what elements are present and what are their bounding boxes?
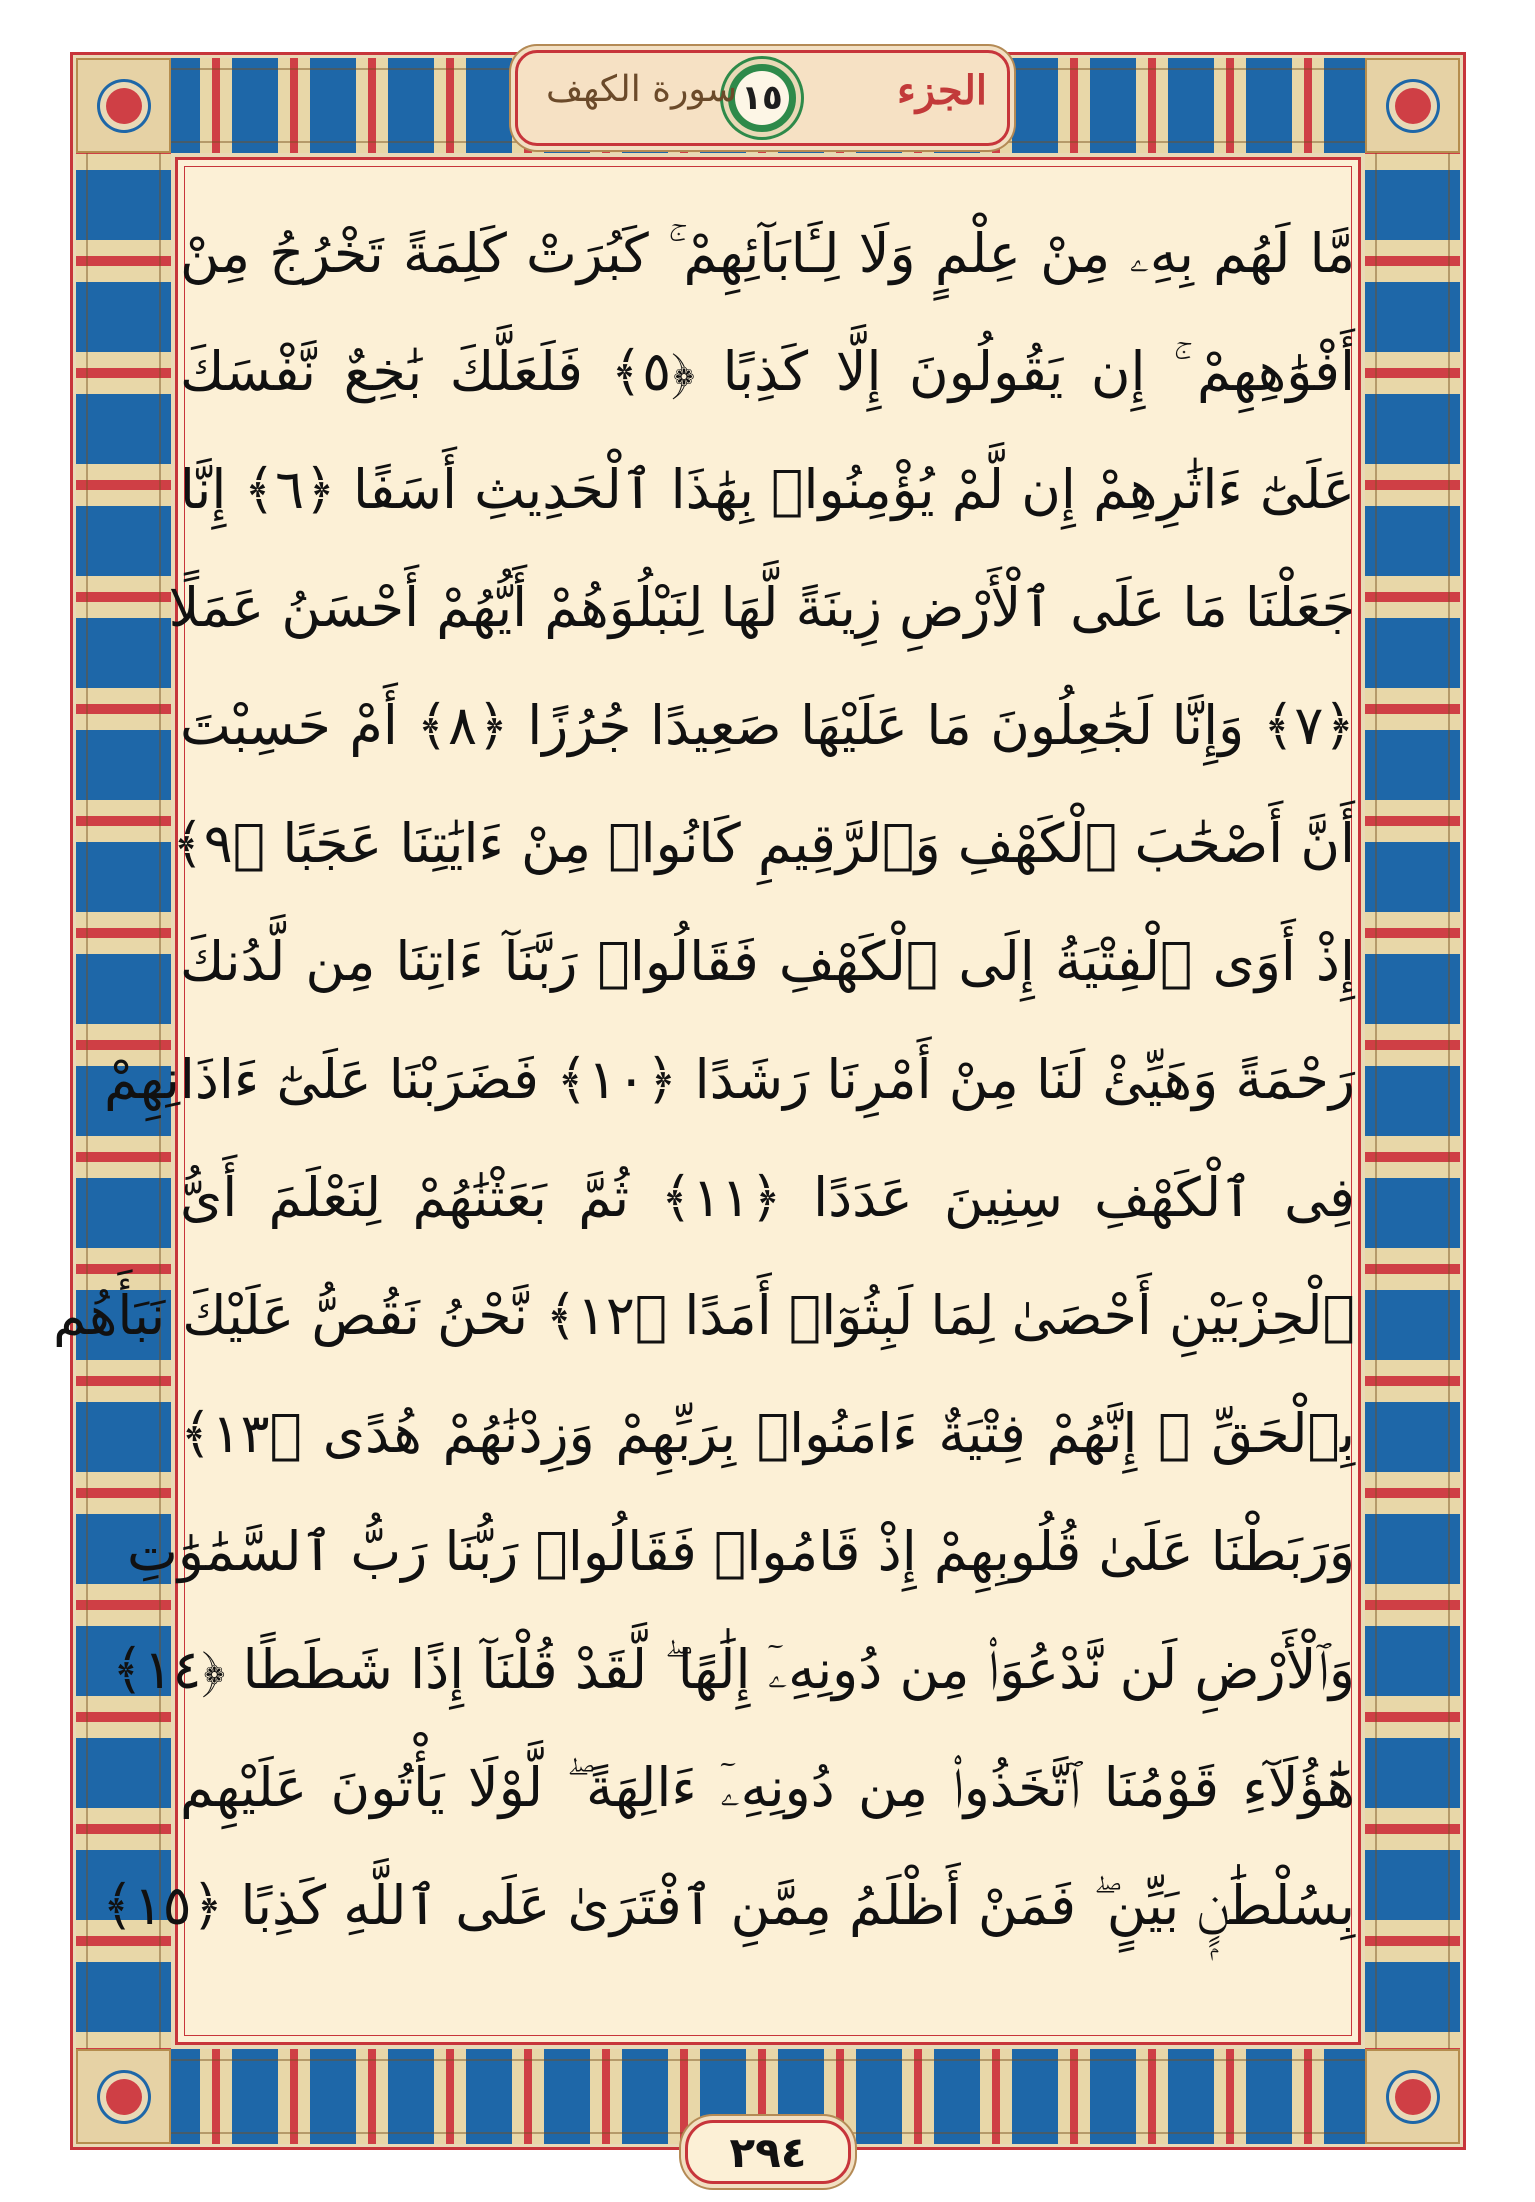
juz-label: الجزء — [897, 67, 987, 114]
verse-line: عَلَىٰٓ ءَاثَٰرِهِمْ إِن لَّمْ يُؤْمِنُوا۟ بِهَٰذَا ٱلْحَدِيثِ أَسَفًا ﴿٦﴾ إِنَّا — [179, 458, 1355, 521]
verse-line: وَرَبَطْنَا عَلَىٰ قُلُوبِهِمْ إِذْ قَامُوا۟ فَقَالُوا۟ رَبُّنَا رَبُّ ٱلسَّمَٰوَٰتِ — [127, 1520, 1355, 1583]
page-number: ٢٩٤ — [729, 2127, 807, 2177]
corner-rosette-icon — [1365, 2049, 1460, 2144]
corner-rosette-icon — [1365, 58, 1460, 153]
page-number-badge — [685, 2120, 851, 2184]
juz-number: ١٥ — [735, 71, 789, 125]
verse-line: ٱلْحِزْبَيْنِ أَحْصَىٰ لِمَا لَبِثُوٓا۟ أَمَدًا ﴿١٢﴾ نَّحْنُ نَقُصُّ عَلَيْكَ نَبَأَهُم — [52, 1284, 1355, 1347]
verse-line: وَٱلْأَرْضِ لَن نَّدْعُوَا۟ مِن دُونِهِۦٓ إِلَٰهًا ۖ لَّقَدْ قُلْنَآ إِذًا شَطَطًا ﴿١٤﴾ — [111, 1638, 1355, 1701]
surah-label: سورة الكهف — [546, 69, 738, 110]
verse-line: إِذْ أَوَى ٱلْفِتْيَةُ إِلَى ٱلْكَهْفِ فَقَالُوا۟ رَبَّنَآ ءَاتِنَا مِن لَّدُنكَ — [180, 930, 1355, 993]
corner-rosette-icon — [76, 58, 171, 153]
verse-line: مَّا لَهُم بِهِۦ مِنْ عِلْمٍ وَلَا لِـَٔابَآئِهِمْ ۚ كَبُرَتْ كَلِمَةً تَخْرُجُ مِنْ — [180, 222, 1355, 285]
right-border-ornament — [1365, 58, 1460, 2144]
verse-line: أَنَّ أَصْحَٰبَ ٱلْكَهْفِ وَٱلرَّقِيمِ كَانُوا۟ مِنْ ءَايَٰتِنَا عَجَبًا ﴿٩﴾ — [172, 812, 1355, 875]
verse-line: بِٱلْحَقِّ ۚ إِنَّهُمْ فِتْيَةٌ ءَامَنُوا۟ بِرَبِّهِمْ وَزِدْنَٰهُمْ هُدًى ﴿١٣﴾ — [180, 1402, 1355, 1465]
verse-line: أَفْوَٰهِهِمْ ۚ إِن يَقُولُونَ إِلَّا كَذِبًا ﴿٥﴾ فَلَعَلَّكَ بَٰخِعٌ نَّفْسَكَ — [180, 340, 1355, 403]
verse-line: هَٰٓؤُلَآءِ قَوْمُنَا ٱتَّخَذُوا۟ مِن دُونِهِۦٓ ءَالِهَةً ۖ لَّوْلَا يَأْتُونَ عَلَيْهِم — [180, 1756, 1355, 1819]
corner-rosette-icon — [76, 2049, 171, 2144]
verse-line: فِى ٱلْكَهْفِ سِنِينَ عَدَدًا ﴿١١﴾ ثُمَّ بَعَثْنَٰهُمْ لِنَعْلَمَ أَىُّ — [180, 1166, 1355, 1229]
verse-line: رَحْمَةً وَهَيِّئْ لَنَا مِنْ أَمْرِنَا رَشَدًا ﴿١٠﴾ فَضَرَبْنَا عَلَىٰٓ ءَاذَانِهِمْ — [103, 1048, 1355, 1111]
verse-text — [52, 195, 1355, 1965]
verse-line: بِسُلْطَٰنٍۭ بَيِّنٍ ۖ فَمَنْ أَظْلَمُ مِمَّنِ ٱفْتَرَىٰ عَلَى ٱللَّهِ كَذِبًا ﴿١٥﴾ — [102, 1874, 1355, 1937]
verse-line: جَعَلْنَا مَا عَلَى ٱلْأَرْضِ زِينَةً لَّهَا لِنَبْلُوَهُمْ أَيُّهُمْ أَحْسَنُ عَمَلًا — [168, 576, 1355, 639]
page-header — [515, 50, 1010, 146]
verse-line: ﴿٧﴾ وَإِنَّا لَجَٰعِلُونَ مَا عَلَيْهَا صَعِيدًا جُرُزًا ﴿٨﴾ أَمْ حَسِبْتَ — [180, 694, 1355, 757]
